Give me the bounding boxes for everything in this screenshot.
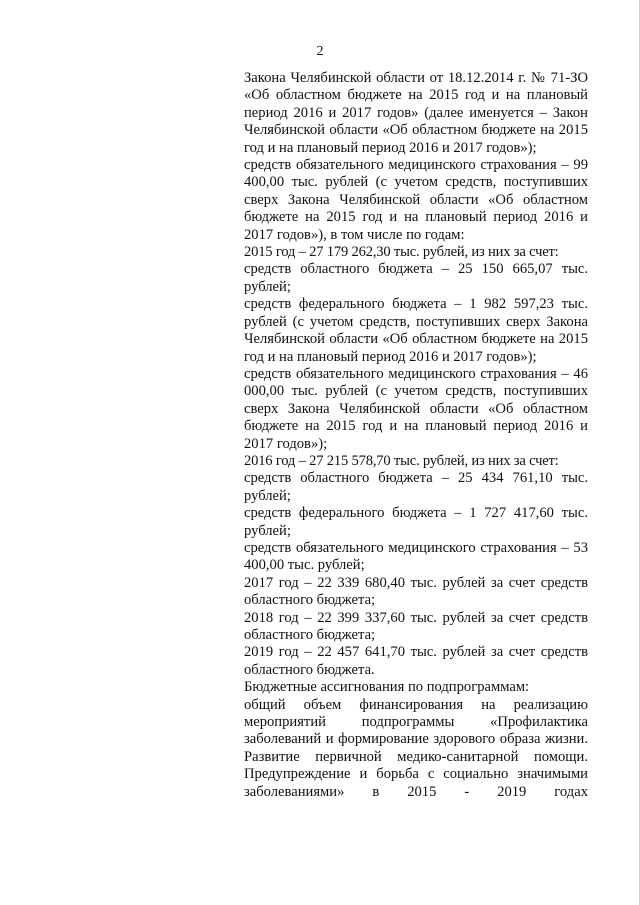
paragraph-year-2018: 2018 год – 22 399 337,60 тыс. рублей за счет средств областного бюджета;: [244, 609, 588, 643]
paragraph-year-2019: 2019 год – 22 457 641,70 тыс. рублей за счет средств областного бюджета.: [244, 644, 588, 678]
paragraph-2015-federal: средств федерального бюджета – 1 982 597,23 тыс. рублей (с учетом средств, поступивших сверх Закона Челябинской области «Об областном бюджете на 2015 год и на плановый период 2016 и 2017 годов»);: [244, 296, 588, 365]
paragraph-subprograms-heading: Бюджетные ассигнования по подпрограммам:: [244, 679, 530, 696]
paragraph-2015-oms: средств обязательного медицинского страхования – 46 000,00 тыс. рублей (с учетом средств, поступивших сверх Закона Челябинской области «Об областном бюджете на 2015 год и на плановый период 2016 и 2017 годов»);: [244, 365, 588, 452]
paragraph-subprogram-financing: общий объем финансирования на реализацию мероприятий подпрограммы «Профилактика заболеваний и формирование здорового образа жизни. Развитие первичной медико-санитарной помощи. Предупреждение и борьба с социально значимыми заболеваниями» в 2015 - 2019 годах: [244, 696, 588, 800]
paragraph-2016-regional: средств областного бюджета – 25 434 761,10 тыс. рублей;: [244, 470, 588, 504]
paragraph-2015-regional: средств областного бюджета – 25 150 665,07 тыс. рублей;: [244, 261, 588, 295]
paragraph-law-reference: Закона Челябинской области от 18.12.2014 г. № 71-ЗО «Об областном бюджете на 2015 год и на плановый период 2016 и 2017 годов» (далее именуется – Закон Челябинской области «Об областном бюджете на 2015 год и на плановый период 2016 и 2017 годов»);: [244, 70, 588, 156]
paragraph-year-2017: 2017 год – 22 339 680,40 тыс. рублей за счет средств областного бюджета;: [244, 574, 588, 609]
paragraph-oms-total: средств обязательного медицинского страхования – 99 400,00 тыс. рублей (с учетом средств, поступивших сверх Закона Челябинской области «Об областном бюджете на 2015 год и на плановый период 2016 и 2017 годов»), в том числе по годам:: [244, 157, 588, 243]
page-number: 2: [316, 44, 324, 59]
document-body: [244, 70, 588, 801]
paragraph-year-2015: 2015 год – 27 179 262,30 тыс. рублей, из них за счет:: [244, 244, 559, 261]
paragraph-2016-federal: средств федерального бюджета – 1 727 417,60 тыс. рублей;: [244, 505, 588, 539]
paragraph-2016-oms: средств обязательного медицинского страхования – 53 400,00 тыс. рублей;: [244, 539, 588, 574]
paragraph-year-2016: 2016 год – 27 215 578,70 тыс. рублей, из них за счет:: [244, 452, 559, 469]
